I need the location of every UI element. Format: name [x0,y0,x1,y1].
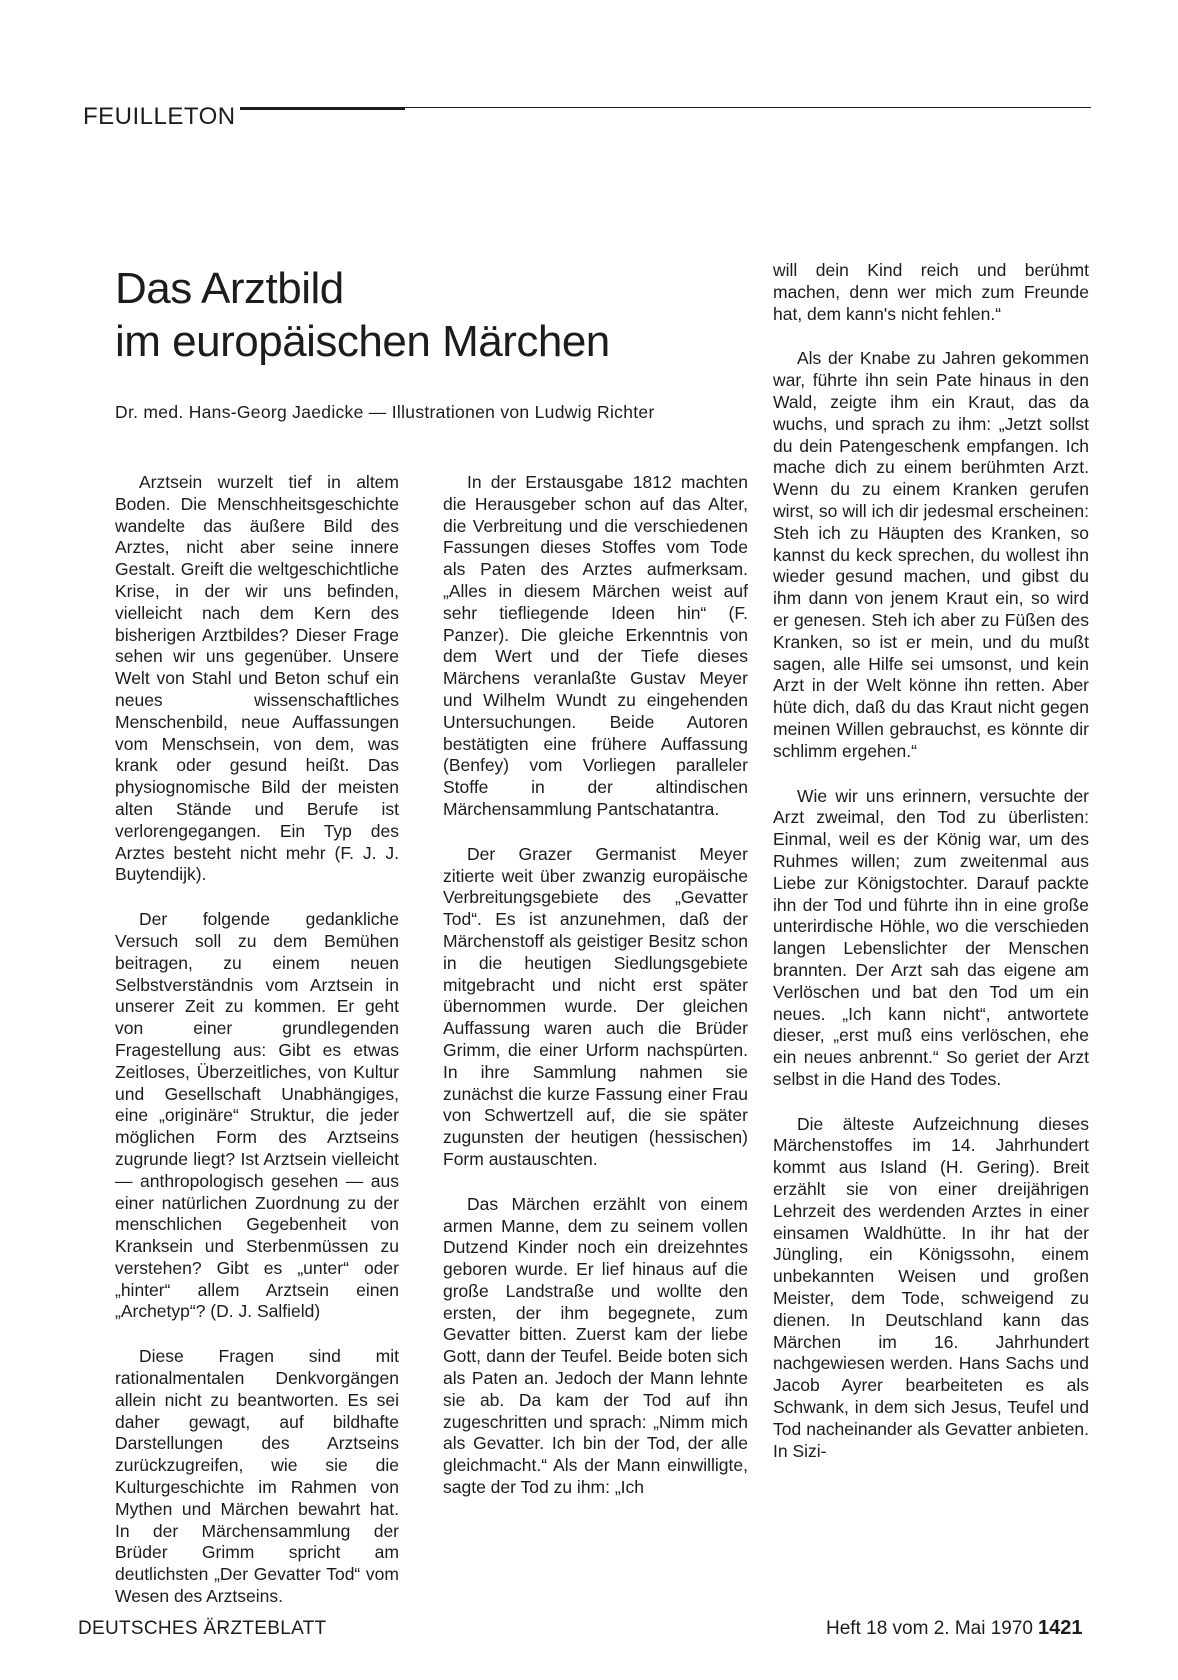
paragraph: Als der Knabe zu Jahren gekommen war, führte ihn sein Pate hinaus in den Wald, zeigte ihm ein Kraut, das da wuchs, und sprach zu ihm: „Jetzt sollst du dein Patengeschenk empfangen. Ich mache dich zu einem berühmten Arzt. Wenn du zu einem Kranken gerufen wirst, so will ich dir jedesmal erscheinen: Steh ich zu Häupten des Kranken, so kannst du keck sprechen, du wollest ihn wieder gesund machen, und gibst du ihm dann von jenem Kraut ein, so wird er genesen. Steh ich aber zu Füßen des Kranken, so ist er mein, und du mußt sagen, alle Hilfe sei umsonst, und kein Arzt in der Welt könne ihn retten. Aber hüte dich, daß du das Kraut nicht gegen meinen Willen gebrauchst, es könnte dir schlimm ergehen.“ [773,348,1089,761]
article-title-line-1: Das Arztbild [115,264,344,313]
journal-name: DEUTSCHES ÄRZTEBLATT [78,1618,327,1639]
paragraph: Der folgende gedankliche Versuch soll zu dem Bemühen beitragen, zu einem neuen Selbstverständnis vom Arztsein in unserer Zeit zu kommen. Er geht von einer grundlegenden Fragestellung aus: Gibt es etwas Zeitloses, Überzeitliches, von Kultur und Gesellschaft Unabhängiges, eine „originäre“ Struktur, die jeder möglichen Form des Arztseins zugrunde liegt? Ist Arztsein vielleicht — anthropologisch gesehen — aus einer natürlichen Zuordnung zu der menschlichen Gegebenheit von Kranksein und Sterbenmüssen zu verstehen? Gibt es „unter“ oder „hinter“ allem Arztsein einen „Archetyp“? (D. J. Salfield) [115,909,399,1322]
byline: Dr. med. Hans-Georg Jaedicke — Illustrationen von Ludwig Richter [115,402,655,422]
paragraph: Diese Fragen sind mit rationalmentalen Denkvorgängen allein nicht zu beantworten. Es sei daher gewagt, auf bildhafte Darstellungen des Arztseins zurückzugreifen, wie sie die Kulturgeschichte im Rahmen von Mythen und Märchen bewahrt hat. In der Märchensammlung der Brüder Grimm spricht am deutlichsten „Der Gevatter Tod“ vom Wesen des Arztseins. [115,1346,399,1607]
article-title-line-2: im europäischen Märchen [115,317,610,366]
header-rule [405,107,1091,108]
column-3 [773,260,1089,1485]
paragraph: Die älteste Aufzeichnung dieses Märchenstoffes im 14. Jahrhundert kommt aus Island (H. Gering). Breit erzählt sie von einer dreijährigen Lehrzeit des werdenden Arztes in einer einsamen Waldhütte. In ihr hat der Jüngling, ein Königssohn, einem unbekannten Weisen und großen Meister, dem Tode, schweigend zu dienen. In Deutschland kann das Märchen im 16. Jahrhundert nachgewiesen werden. Hans Sachs und Jacob Ayrer bearbeiteten es als Schwank, in dem sich Jesus, Teufel und Tod nacheinander als Gevatter anbieten. In Sizi- [773,1113,1089,1461]
column-2 [443,472,748,1522]
paragraph: Wie wir uns erinnern, versuchte der Arzt zweimal, den Tod zu überlisten: Einmal, weil es der König war, um des Ruhmes willen; zum zweitenmal aus Liebe zur Königstochter. Darauf packte ihn der Tod und führte ihn in eine große unterirdische Höhle, wo die verschieden langen Lebenslichter der Menschen brannten. Der Arzt sah das eigene am Verlöschen und bat den Tod um ein neues. „Ich kann nicht“, antwortete dieser, „erst muß eins verlöschen, ehe ein neues anbrennt.“ So geriet der Arzt selbst in die Hand des Todes. [773,785,1089,1089]
issue-info: Heft 18 vom 2. Mai 1970 [826,1618,1033,1639]
paragraph-continued: will dein Kind reich und berühmt machen, denn wer mich zum Freunde hat, dem kann's nicht fehlen.“ [773,260,1089,324]
section-label: FEUILLETON [83,103,236,130]
column-1 [115,472,399,1631]
paragraph: Das Märchen erzählt von einem armen Manne, dem zu seinem vollen Dutzend Kinder noch ein dreizehntes geboren wurde. Er lief hinaus auf die große Landstraße und wollte den ersten, der ihm begegnete, zum Gevatter bitten. Zuerst kam der liebe Gott, dann der Teufel. Beide boten sich als Paten an. Jedoch der Mann lehnte sie ab. Da kam der Tod auf ihn zugeschritten und sprach: „Nimm mich als Gevatter. Ich bin der Tod, der alle gleichmacht.“ Als der Mann einwilligte, sagte der Tod zu ihm: „Ich [443,1193,748,1498]
article-title [115,262,610,368]
paragraph: Der Grazer Germanist Meyer zitierte weit über zwanzig europäische Verbreitungsgebiete des „Gevatter Tod“. Es ist anzunehmen, daß der Märchenstoff als geistiger Besitz schon in die heutigen Siedlungsgebiete mitgebracht und nicht erst später übernommen wurde. Der gleichen Auffassung waren auch die Brüder Grimm, die einer Urform nachspürten. In ihre Sammlung nahmen sie zunächst die kurze Fassung einer Frau von Schwertzell auf, die sie später zugunsten der heutigen (hessischen) Form austauschten. [443,843,748,1169]
header-rule-thick [240,107,405,110]
paragraph: In der Erstausgabe 1812 machten die Herausgeber schon auf das Alter, die Verbreitung und die verschiedenen Fassungen dieses Stoffes vom Tode als Paten des Arztes aufmerksam. „Alles in diesem Märchen weist auf sehr tiefliegende Ideen hin“ (F. Panzer). Die gleiche Erkenntnis von dem Wert und der Tiefe dieses Märchens veranlaßte Gustav Meyer und Wilhelm Wundt zu eingehenden Untersuchungen. Beide Autoren bestätigten eine frühere Auffassung (Benfey) vom Vorliegen paralleler Stoffe in der altindischen Märchensammlung Pantschatantra. [443,472,748,819]
paragraph: Arztsein wurzelt tief in altem Boden. Die Menschheitsgeschichte wandelte das äußere Bild des Arztes, nicht aber seine innere Gestalt. Greift die weltgeschichtliche Krise, in der wir uns befinden, vielleicht nach dem Kern des bisherigen Arztbildes? Dieser Frage sehen wir uns gegenüber. Unsere Welt von Stahl und Beton schuf ein neues wissenschaftliches Menschenbild, neue Auffassungen vom Menschsein, von dem, was krank oder gesund heißt. Das physiognomische Bild der meisten alten Stände und Berufe ist verlorengegangen. Ein Typ des Arztes besteht nicht mehr (F. J. J. Buytendijk). [115,472,399,885]
page-number: 1421 [1038,1617,1083,1639]
